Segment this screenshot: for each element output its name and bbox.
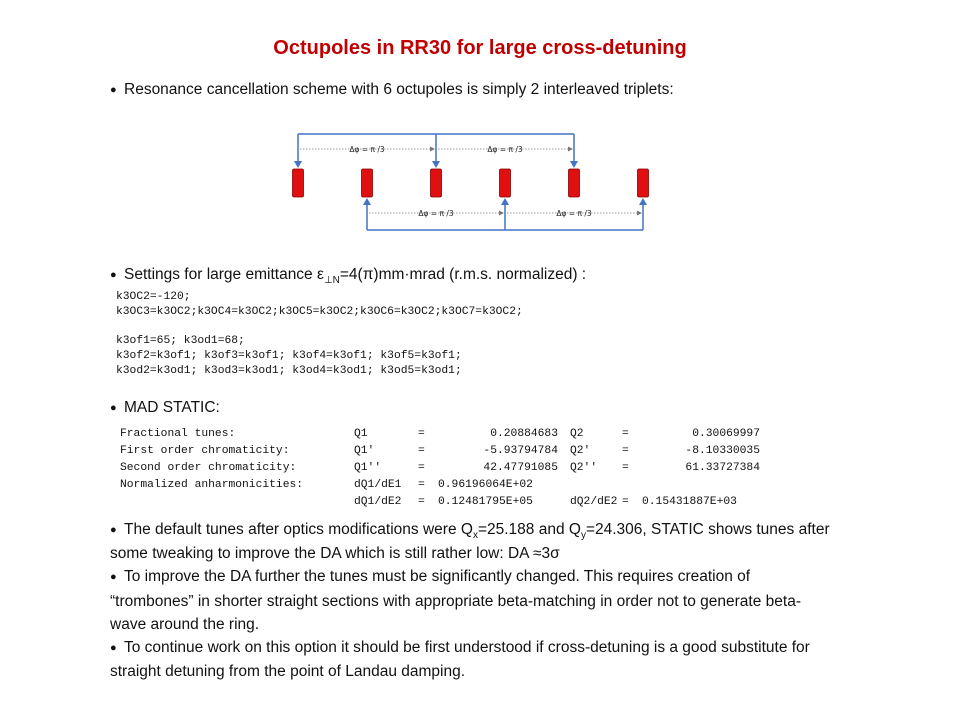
paragraph-text: =24.306, STATIC shows tunes after some tweaking to improve the DA which is still rather low: DA [110,521,830,563]
code-line: k3OC2=-120; [116,291,191,303]
code-line: k3of1=65; k3od1=68; [116,335,245,348]
arrow-right-icon [637,211,642,216]
mad-label: Fractional tunes: [120,427,236,440]
code-line: k3OC3=k3OC2;k3OC4=k3OC2;k3OC5=k3OC2;k3OC6=k3OC2;k3OC7=k3OC2; [116,305,523,318]
bullet-icon: ● [110,84,117,96]
arrow-up-icon [501,198,509,205]
table-row [120,442,760,459]
conclusions [110,518,830,683]
mad-var: dQ1/dE2 [354,496,402,509]
paragraph-trombones [110,565,830,636]
mad-label [120,494,354,511]
mad-value: -8.10330035 [685,444,760,457]
paragraph-landau [110,636,830,683]
bullet-icon: ● [110,571,117,584]
octupole-triplet-diagram [280,125,680,240]
mad-var: Q2' [570,444,591,457]
mad-eq: = [418,444,425,457]
table-row [120,494,760,511]
mad-value: 0.15431887E+03 [642,496,737,509]
mad-eq: = [622,461,629,474]
phase-label-bottom: Δφ = π /3 [418,209,454,218]
mad-var: Q2'' [570,461,598,474]
slide-title: Octupoles in RR30 for large cross-detuning [273,37,687,59]
epsilon-subscript: ⊥N [323,275,340,287]
bullet-icon: ● [110,269,117,281]
arrow-up-icon [639,198,647,205]
paragraph-text: To improve the DA further the tunes must be significantly changed. This requires creation of “trombones” in shorter straight sections with appropriate beta-matching in order not to generate beta-wave around the ring. [110,568,801,633]
arrow-right-icon [568,147,573,152]
mad-var: dQ1/dE1 [354,479,402,492]
mad-var: Q1 [354,427,368,440]
settings-suffix: )mm·mrad (r.m.s. normalized) : [373,266,587,283]
subscript-x: x [472,530,478,542]
pi-symbol: π [362,266,374,283]
mad-eq [622,477,642,494]
octupole-magnet [293,169,304,197]
paragraph-text: To continue work on this option it should be first understood if cross-detuning is a good substitute for straight detuning from the point of Landau damping. [110,639,810,681]
mad-value: 61.33727384 [685,461,760,474]
arrow-right-icon [499,211,504,216]
phase-label-bottom: Δφ = π /3 [556,209,592,218]
octupole-magnet [638,169,649,197]
mad-eq: = [418,496,425,509]
phase-label-top: Δφ = π /3 [349,145,385,154]
bullet-icon: ● [110,402,117,414]
mad-var: Q2 [570,427,584,440]
mad-eq: = [622,496,629,509]
sigma-symbol: σ [550,545,560,563]
arrow-down-icon [570,161,578,168]
scheme-text: Resonance cancellation scheme with 6 octupoles is simply 2 interleaved triplets: [124,81,674,98]
arrow-up-icon [363,198,371,205]
mad-eq: = [622,444,629,457]
paragraph-text: The default tunes after optics modifications were Q [124,521,473,538]
approx-symbol: ≈3 [532,545,551,563]
bullet-icon: ● [110,642,117,655]
mad-value: 0.30069997 [692,427,760,440]
mad-static-table [120,425,760,511]
mad-label: Normalized anharmonicities: [120,479,304,492]
code-block [116,290,523,379]
scheme-bullet [110,80,674,100]
table-row [120,459,760,476]
mad-label: First order chromaticity: [120,444,290,457]
mad-value: 0.12481795E+05 [438,496,533,509]
arrow-down-icon [432,161,440,168]
mad-bullet [110,398,220,418]
mad-var: Q1'' [354,461,382,474]
settings-middle: =4( [339,266,363,283]
arrow-down-icon [294,161,302,168]
mad-eq: = [418,461,425,474]
phase-label-top: Δφ = π /3 [487,145,523,154]
mad-heading: MAD STATIC: [124,399,220,416]
settings-prefix: Settings for large emittance [124,266,317,283]
mad-eq: = [418,479,425,492]
mad-value: 0.96196064E+02 [438,479,533,492]
settings-bullet [110,265,586,285]
mad-value: 0.20884683 [490,427,558,440]
table-row [120,477,760,494]
code-line: k3of2=k3of1; k3of3=k3of1; k3of4=k3of1; k3of5=k3of1; [116,350,462,363]
octupole-magnet [431,169,442,197]
paragraph-tunes [110,518,830,565]
octupole-magnet [500,169,511,197]
bullet-icon: ● [110,524,117,536]
subscript-y: y [580,530,586,542]
mad-label: Second order chromaticity: [120,461,297,474]
paragraph-text: =25.188 and Q [477,521,581,538]
table-row [120,425,760,442]
octupole-magnet [569,169,580,197]
mad-var [558,477,622,494]
mad-eq: = [418,427,425,440]
mad-var: Q1' [354,444,375,457]
mad-value: 42.47791085 [483,461,558,474]
mad-var: dQ2/dE2 [570,496,618,509]
epsilon-symbol: ε [317,266,324,283]
code-line: k3od2=k3od1; k3od3=k3od1; k3od4=k3od1; k3od5=k3od1; [116,364,462,377]
octupole-magnet [362,169,373,197]
mad-value: -5.93794784 [483,444,558,457]
mad-eq: = [622,427,629,440]
arrow-right-icon [430,147,435,152]
mad-value [642,477,760,494]
